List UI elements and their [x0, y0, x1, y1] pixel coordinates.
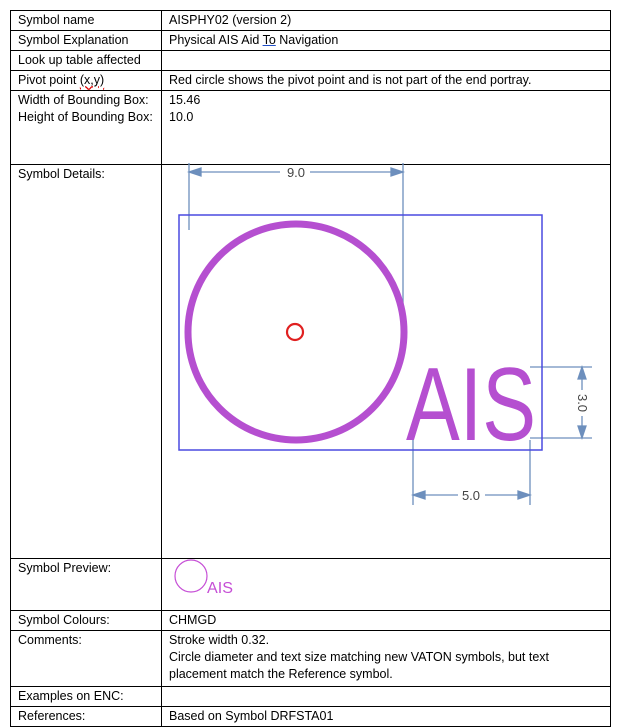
comment-line-1: Stroke width 0.32.	[169, 633, 270, 647]
value-references: Based on Symbol DRFSTA01	[162, 707, 611, 727]
explanation-underlined-word: To	[262, 33, 276, 47]
label-bounding-box	[11, 91, 162, 165]
dim-text-label: 5.0	[461, 488, 481, 503]
dim-width-label: 9.0	[286, 165, 306, 180]
symbol-details-cell	[162, 165, 611, 559]
value-comments	[162, 631, 611, 687]
symbol-preview-cell	[162, 559, 611, 611]
value-symbol-name: AISPHY02 (version 2)	[162, 11, 611, 31]
label-bbox-width: Width of Bounding Box:	[18, 93, 149, 107]
explanation-text: Physical AIS Aid	[169, 33, 263, 47]
value-lookup-table	[162, 51, 611, 71]
value-bbox-width: 15.46	[169, 93, 201, 107]
label-symbol-preview: Symbol Preview:	[11, 559, 162, 611]
symbol-ais-text: AIS	[406, 347, 536, 463]
label-examples-enc: Examples on ENC:	[11, 687, 162, 707]
value-symbol-colours: CHMGD	[162, 611, 611, 631]
preview-ais-text: AIS	[207, 580, 233, 597]
label-symbol-colours: Symbol Colours:	[11, 611, 162, 631]
value-pivot-point: Red circle shows the pivot point and is not part of the end portray.	[162, 71, 611, 91]
label-bbox-height: Height of Bounding Box:	[18, 110, 153, 124]
label-pivot-point	[11, 71, 162, 91]
value-bbox-height: 10.0	[169, 110, 194, 124]
value-symbol-explanation	[162, 31, 611, 51]
label-symbol-name: Symbol name	[11, 11, 162, 31]
symbol-spec-table	[10, 10, 611, 727]
label-references: References:	[11, 707, 162, 727]
pivot-label-xy: (x,y)	[79, 73, 105, 87]
label-symbol-details: Symbol Details:	[11, 165, 162, 559]
value-bounding-box	[162, 91, 611, 165]
explanation-text-end: Navigation	[275, 33, 339, 47]
comment-line-2: Circle diameter and text size matching new VATON symbols, but text placement match the Reference symbol.	[169, 650, 550, 681]
label-comments: Comments:	[11, 631, 162, 687]
label-symbol-explanation: Symbol Explanation	[11, 31, 162, 51]
dim-height-label: 3.0	[575, 393, 590, 413]
pivot-label: Pivot point	[18, 73, 80, 87]
label-lookup-table: Look up table affected	[11, 51, 162, 71]
value-examples-enc	[162, 687, 611, 707]
